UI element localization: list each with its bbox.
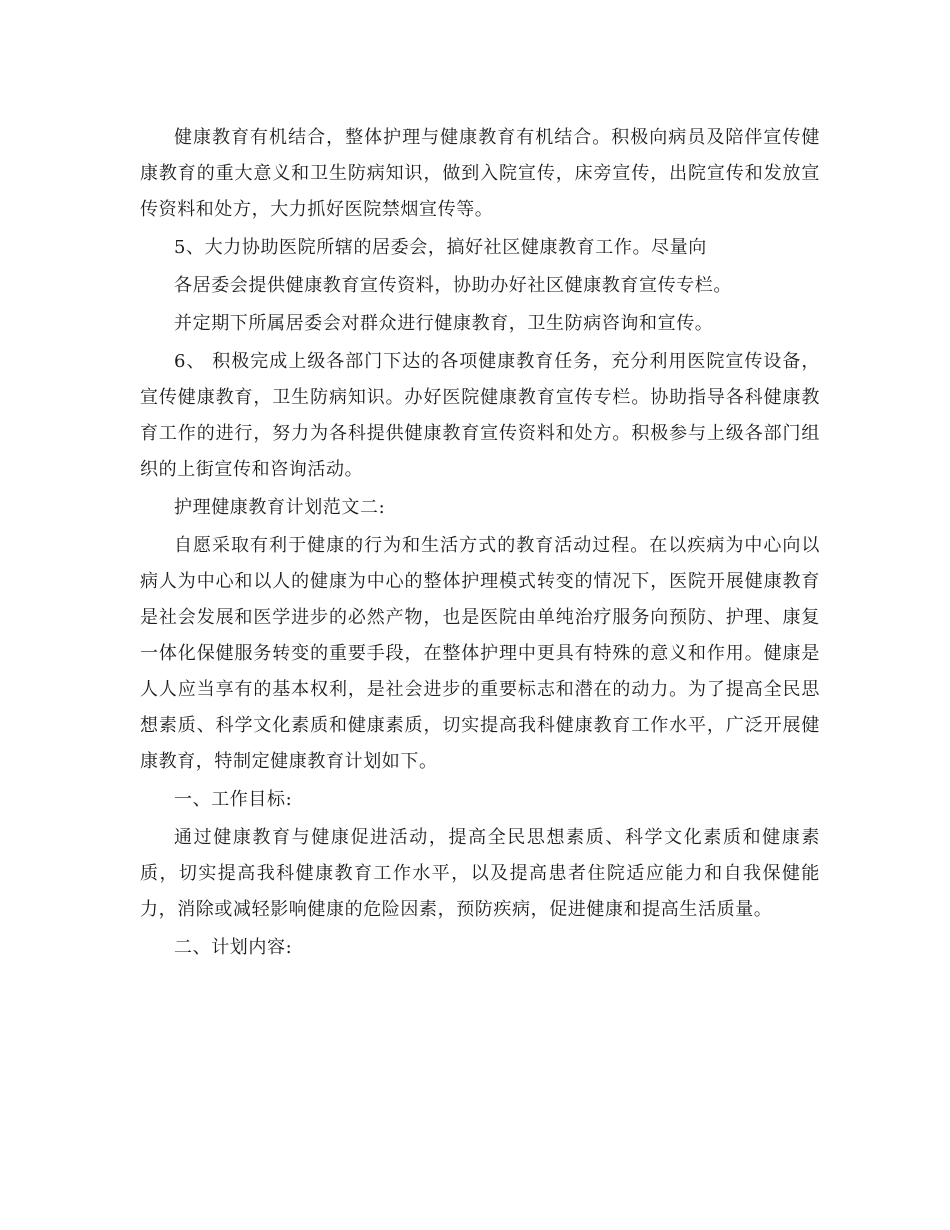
paragraph-work-goals: 通过健康教育与健康促进活动，提高全民思想素质、科学文化素质和健康素质，切实提高我科健康教育工作水平，以及提高患者住院适应能力和自我保健能力，消除或减轻影响健康的危险因素，预防疾病，促进健康和提高生活质量。 <box>140 827 820 920</box>
section-heading-sample-two: 护理健康教育计划范文二: <box>174 497 386 518</box>
paragraph-item-6: 6、 积极完成上级各部门下达的各项健康教育任务，充分利用医院宣传设备，宣传健康教育，卫生防病知识。办好医院健康教育宣传专栏。协助指导各科健康教育工作的进行，努力为各科提供健康教育宣传资料和处方。积极参与上级各部门组织的上街宣传和咨询活动。 <box>140 351 820 480</box>
document-page <box>140 120 820 968</box>
section-heading-work-goals: 一、工作目标: <box>174 789 293 810</box>
paragraph-item-5: 5、大力协助医院所辖的居委会，搞好社区健康教育工作。尽量向 <box>174 237 707 258</box>
paragraph-introduction: 自愿采取有利于健康的行为和生活方式的教育活动过程。在以疾病为中心向以病人为中心和以人的健康为中心的整体护理模式转变的情况下，医院开展健康教育是社会发展和医学进步的必然产物，也是医院由单纯治疗服务向预防、护理、康复一体化保健服务转变的重要手段，在整体护理中更具有特殊的意义和作用。健康是人人应当享有的基本权利，是社会进步的重要标志和潜在的动力。为了提高全民思想素质、科学文化素质和健康素质，切实提高我科健康教育工作水平，广泛开展健康教育，特制定健康教育计划如下。 <box>140 535 820 772</box>
paragraph-regular-visits: 并定期下所属居委会对群众进行健康教育，卫生防病咨询和宣传。 <box>174 313 714 334</box>
section-heading-plan-content: 二、计划内容: <box>174 937 293 958</box>
paragraph-health-education-integration: 健康教育有机结合，整体护理与健康教育有机结合。积极向病员及陪伴宣传健康教育的重大意义和卫生防病知识，做到入院宣传，床旁宣传，出院宣传和发放宣传资料和处方，大力抓好医院禁烟宣传等。 <box>140 127 820 220</box>
paragraph-committee-materials: 各居委会提供健康教育宣传资料，协助办好社区健康教育宣传专栏。 <box>174 275 732 296</box>
